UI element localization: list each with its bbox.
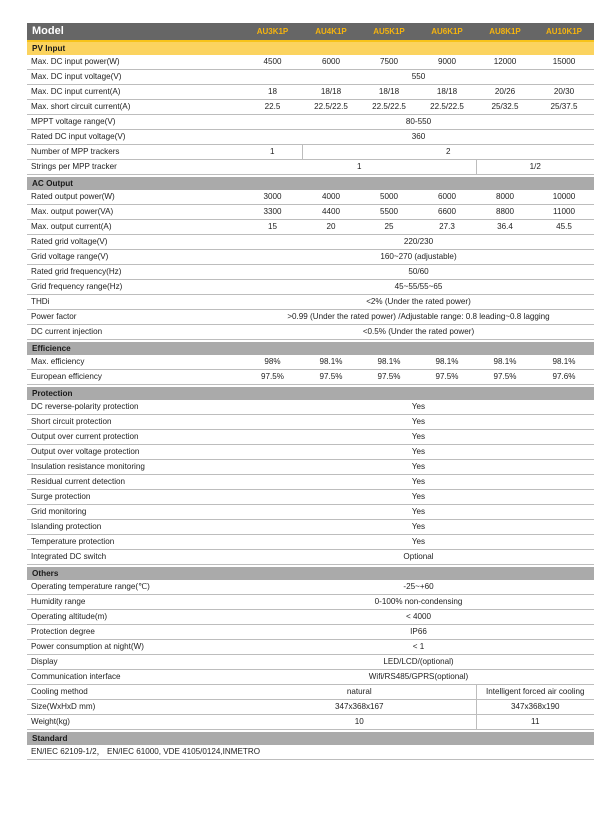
spec-value: 22.5/22.5 — [418, 100, 476, 115]
spec-row — [27, 400, 594, 415]
spec-value: 22.5 — [243, 100, 302, 115]
spec-label: DC current injection — [27, 325, 243, 340]
spec-value: 97.5% — [302, 370, 360, 385]
spec-value: 98.1% — [302, 355, 360, 370]
spec-value: 18/18 — [360, 85, 418, 100]
spec-value: 6000 — [302, 55, 360, 70]
spec-sheet — [27, 23, 594, 766]
spec-value: 25/37.5 — [534, 100, 594, 115]
spec-label: Rated grid frequency(Hz) — [27, 265, 243, 280]
spec-row — [27, 190, 594, 205]
spec-row — [27, 670, 594, 685]
section-header-pv — [27, 42, 594, 55]
spec-value: Yes — [243, 520, 594, 535]
spec-label: Protection degree — [27, 625, 243, 640]
spec-value: 25 — [360, 220, 418, 235]
model-name: AU5K1P — [360, 23, 418, 40]
spec-value: 7500 — [360, 55, 418, 70]
spec-row — [27, 250, 594, 265]
spec-label: Grid monitoring — [27, 505, 243, 520]
spec-value: 97.5% — [418, 370, 476, 385]
spec-value: 25/32.5 — [476, 100, 534, 115]
spec-value: Yes — [243, 415, 594, 430]
spec-label: Operating altitude(m) — [27, 610, 243, 625]
spec-value: IP66 — [243, 625, 594, 640]
spec-row — [27, 145, 594, 160]
spec-label: Max. output current(A) — [27, 220, 243, 235]
spec-value: 347x368x167 — [243, 700, 476, 715]
spec-value: Yes — [243, 460, 594, 475]
table-end-spacer — [27, 760, 594, 767]
spec-value: 11000 — [534, 205, 594, 220]
spec-label: Rated grid voltage(V) — [27, 235, 243, 250]
spec-value: 18 — [243, 85, 302, 100]
section-header-oth — [27, 567, 594, 580]
spec-value: 160~270 (adjustable) — [243, 250, 594, 265]
section-header-std — [27, 732, 594, 745]
spec-row — [27, 55, 594, 70]
spec-label: Insulation resistance monitoring — [27, 460, 243, 475]
section-header-eff — [27, 342, 594, 355]
spec-row — [27, 265, 594, 280]
spec-label: Max. DC input voltage(V) — [27, 70, 243, 85]
spec-row — [27, 490, 594, 505]
model-name: AU8K1P — [476, 23, 534, 40]
spec-value: 20/26 — [476, 85, 534, 100]
spec-value: 10000 — [534, 190, 594, 205]
spec-value: 45~55/55~65 — [243, 280, 594, 295]
spec-value: 6000 — [418, 190, 476, 205]
section-title: Standard — [27, 732, 594, 745]
spec-label: Size(WxHxD mm) — [27, 700, 243, 715]
spec-table-body — [27, 23, 594, 766]
spec-value: 80-550 — [243, 115, 594, 130]
spec-row — [27, 685, 594, 700]
spec-row — [27, 85, 594, 100]
section-header-ac — [27, 177, 594, 190]
spec-label: Strings per MPP tracker — [27, 160, 243, 175]
spec-value: Yes — [243, 505, 594, 520]
spec-value: 5000 — [360, 190, 418, 205]
spec-row — [27, 235, 594, 250]
spec-row — [27, 625, 594, 640]
spec-label: Power consumption at night(W) — [27, 640, 243, 655]
spec-label: THDi — [27, 295, 243, 310]
spec-value: 12000 — [476, 55, 534, 70]
spec-value: 1/2 — [476, 160, 594, 175]
spec-value: Yes — [243, 475, 594, 490]
spec-value: 5500 — [360, 205, 418, 220]
section-header-prot — [27, 387, 594, 400]
model-name: AU4K1P — [302, 23, 360, 40]
spec-value: 18/18 — [302, 85, 360, 100]
spec-row — [27, 580, 594, 595]
spec-row — [27, 445, 594, 460]
model-header-row — [27, 23, 594, 40]
spec-value: 8000 — [476, 190, 534, 205]
section-title: PV Input — [27, 42, 594, 55]
spec-label: Humidity range — [27, 595, 243, 610]
spec-value: 2 — [302, 145, 594, 160]
spec-value: Yes — [243, 430, 594, 445]
spec-value: natural — [243, 685, 476, 700]
spec-value: >0.99 (Under the rated power) /Adjustable range: 0.8 leading~0.8 lagging — [243, 310, 594, 325]
spec-label: Communication interface — [27, 670, 243, 685]
spec-value: 97.5% — [476, 370, 534, 385]
spec-value: 15 — [243, 220, 302, 235]
spec-value: 98.1% — [418, 355, 476, 370]
spec-row — [27, 220, 594, 235]
spec-value: 97.5% — [360, 370, 418, 385]
spec-row — [27, 505, 594, 520]
spec-label: DC reverse-polarity protection — [27, 400, 243, 415]
spec-row — [27, 415, 594, 430]
spec-value: 10 — [243, 715, 476, 730]
spec-value: Yes — [243, 535, 594, 550]
spec-row — [27, 430, 594, 445]
spec-value: 98.1% — [476, 355, 534, 370]
spec-value: <0.5% (Under the rated power) — [243, 325, 594, 340]
spec-table — [27, 23, 594, 766]
spec-label: Weight(kg) — [27, 715, 243, 730]
spec-label: Display — [27, 655, 243, 670]
spec-value: Intelligent forced air cooling — [476, 685, 594, 700]
spec-label: Power factor — [27, 310, 243, 325]
spec-value: 0-100% non-condensing — [243, 595, 594, 610]
spec-label: Islanding protection — [27, 520, 243, 535]
spec-value: 347x368x190 — [476, 700, 594, 715]
spec-label: Max. DC input current(A) — [27, 85, 243, 100]
spec-value: 3300 — [243, 205, 302, 220]
spec-row — [27, 295, 594, 310]
spec-value: 1 — [243, 145, 302, 160]
spec-value: 20/30 — [534, 85, 594, 100]
spec-row — [27, 115, 594, 130]
spec-label: Integrated DC switch — [27, 550, 243, 565]
section-title: AC Output — [27, 177, 594, 190]
spec-value: 98.1% — [360, 355, 418, 370]
spec-value: 97.6% — [534, 370, 594, 385]
model-name: AU10K1P — [534, 23, 594, 40]
spec-value: 15000 — [534, 55, 594, 70]
spec-row — [27, 100, 594, 115]
spec-label: Cooling method — [27, 685, 243, 700]
spec-label: Max. DC input power(W) — [27, 55, 243, 70]
spec-value: 45.5 — [534, 220, 594, 235]
spec-label: Output over voltage protection — [27, 445, 243, 460]
spec-row — [27, 700, 594, 715]
spec-value: 9000 — [418, 55, 476, 70]
spec-value: 3000 — [243, 190, 302, 205]
spec-row — [27, 655, 594, 670]
spec-value: 11 — [476, 715, 594, 730]
spec-label: Residual current detection — [27, 475, 243, 490]
spec-row — [27, 325, 594, 340]
spec-row — [27, 280, 594, 295]
spec-value: 4400 — [302, 205, 360, 220]
spec-value: <2% (Under the rated power) — [243, 295, 594, 310]
spec-value: Yes — [243, 445, 594, 460]
section-title: Efficience — [27, 342, 594, 355]
spec-value: 36.4 — [476, 220, 534, 235]
spec-value: Wifi/RS485/GPRS(optional) — [243, 670, 594, 685]
spec-row — [27, 460, 594, 475]
spec-value: 98% — [243, 355, 302, 370]
spec-value: 18/18 — [418, 85, 476, 100]
spec-label: Number of MPP trackers — [27, 145, 243, 160]
spec-value: < 1 — [243, 640, 594, 655]
spec-row — [27, 70, 594, 85]
spec-label: Max. efficiency — [27, 355, 243, 370]
spec-label: Rated DC input voltage(V) — [27, 130, 243, 145]
spec-label: Rated output power(W) — [27, 190, 243, 205]
spec-value: Yes — [243, 490, 594, 505]
spec-row — [27, 355, 594, 370]
spec-value: 20 — [302, 220, 360, 235]
spec-value: 50/60 — [243, 265, 594, 280]
spec-value: 22.5/22.5 — [360, 100, 418, 115]
spec-value: 220/230 — [243, 235, 594, 250]
spec-row — [27, 715, 594, 730]
spec-label: Grid voltage range(V) — [27, 250, 243, 265]
spec-value: 4000 — [302, 190, 360, 205]
spec-label: Short circuit protection — [27, 415, 243, 430]
spec-label: Temperature protection — [27, 535, 243, 550]
model-title: Model — [27, 23, 243, 40]
spec-row — [27, 205, 594, 220]
spec-value: 22.5/22.5 — [302, 100, 360, 115]
spec-row — [27, 520, 594, 535]
spec-row — [27, 310, 594, 325]
spec-value: 27.3 — [418, 220, 476, 235]
spec-row — [27, 745, 594, 760]
spec-row — [27, 475, 594, 490]
model-name: AU6K1P — [418, 23, 476, 40]
spec-value: 550 — [243, 70, 594, 85]
spec-row — [27, 610, 594, 625]
spec-value: 98.1% — [534, 355, 594, 370]
spec-value: 6600 — [418, 205, 476, 220]
spec-row — [27, 595, 594, 610]
section-title: Protection — [27, 387, 594, 400]
spec-label: Surge protection — [27, 490, 243, 505]
section-title: Others — [27, 567, 594, 580]
model-name: AU3K1P — [243, 23, 302, 40]
spec-row — [27, 535, 594, 550]
spec-row — [27, 160, 594, 175]
spec-row — [27, 130, 594, 145]
spec-label: Output over current protection — [27, 430, 243, 445]
spec-label: MPPT voltage range(V) — [27, 115, 243, 130]
spec-row — [27, 550, 594, 565]
spec-value: Yes — [243, 400, 594, 415]
spec-value: -25~+60 — [243, 580, 594, 595]
spec-value: 8800 — [476, 205, 534, 220]
spec-value: 97.5% — [243, 370, 302, 385]
spec-value: 1 — [243, 160, 476, 175]
spec-label: European efficiency — [27, 370, 243, 385]
spec-row — [27, 370, 594, 385]
spec-label: Max. output power(VA) — [27, 205, 243, 220]
spec-value: LED/LCD/(optional) — [243, 655, 594, 670]
spec-value: Optional — [243, 550, 594, 565]
spec-label: Max. short circuit current(A) — [27, 100, 243, 115]
spec-label: EN/IEC 62109-1/2， EN/IEC 61000, VDE 4105/0124,INMETRO — [27, 745, 594, 760]
spec-label: Operating temperature range(℃) — [27, 580, 243, 595]
spec-row — [27, 640, 594, 655]
spec-value: 360 — [243, 130, 594, 145]
spec-label: Grid frequency range(Hz) — [27, 280, 243, 295]
spec-value: < 4000 — [243, 610, 594, 625]
spec-value: 4500 — [243, 55, 302, 70]
